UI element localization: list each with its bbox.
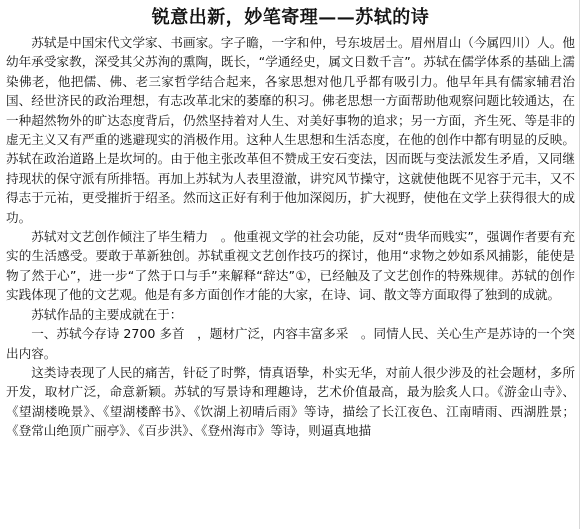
paragraph-biography: 苏轼是中国宋代文学家、书画家。字子瞻，一字和仲，号东坡居士。眉州眉山（今属四川）人。他幼年承受家教，深受其父苏洵的熏陶，既长，“学通经史，属文日数千言”。苏轼在儒学体系的基础上濡染佛老，他把儒、佛、老三家哲学结合起来，各家思想对他几乎都有吸引力。他早年具有儒家辅君治国、经世济民的政治理想，有志改革北宋的萎靡的积习。佛老思想一方面帮助他观察问题比较通达，在一种超然物外的旷达态度背后，仍然坚持着对人生、对美好事物的追求；另一方面，齐生死、等是非的虚无主义又有严重的逃避现实的消极作用。这种人生思想和生活态度，在他的创作中都有明显的反映。苏轼在政治道路上是坎坷的。由于他主张改革但不赞成王安石变法，因而既与变法派发生矛盾，又同继持现状的保守派有所排牾。再加上苏轼为人表里澄澈，讲究风节操守，这就使他既不见容于元丰，又不得志于元祐，更受摧折于绍圣。然而这正好有利于他加深阅历，扩大视野，使他在文学上获得很大的成功。: [6, 35, 575, 225]
document-title: 锐意出新，妙笔寄理——苏轼的诗: [151, 7, 430, 28]
paragraph-literary-views: 苏轼对文艺创作倾注了毕生精力 。他重视文学的社会功能，反对“贵华而贱实”，强调作者要有充实的生活感受。要敢于革新独创。苏轼重视文艺创作技巧的探讨，他用“求物之妙如系风捕影，能使是物了然于心”，进一步“了然于口与手”来解释“辞达”①，已经触及了文艺创作的特殊规律。苏轼的创作实践体现了他的文艺观。他是有多方面创作才能的大家，在诗、词、散文等方面取得了独到的成就。: [6, 229, 575, 303]
page-edge-divider: [579, 0, 580, 529]
paragraph-achievement-one: 一、苏轼今存诗 2700 多首 ，题材广泛，内容丰富多采 。同情人民、关心生产是苏诗的一个突出内容。: [6, 326, 575, 361]
paragraph-poetry-themes: 这类诗表现了人民的痛苦，针砭了时弊，情真语挚，朴实无华，对前人很少涉及的社会题材，多所开发，取材广泛，命意新颖。苏轼的写景诗和理趣诗，艺术价值最高，最为脍炙人口。《游金山寺》、《望湖楼晚景》、《望湖楼醉书》、《饮湖上初晴后雨》等诗，描绘了长江夜色、江南晴雨、西湖胜景；《登常山绝顶广丽亭》、《百步洪》、《登州海市》等诗，则逼真地描: [6, 364, 575, 439]
paragraph-achievements-intro: 苏轼作品的主要成就在于：: [31, 306, 183, 322]
